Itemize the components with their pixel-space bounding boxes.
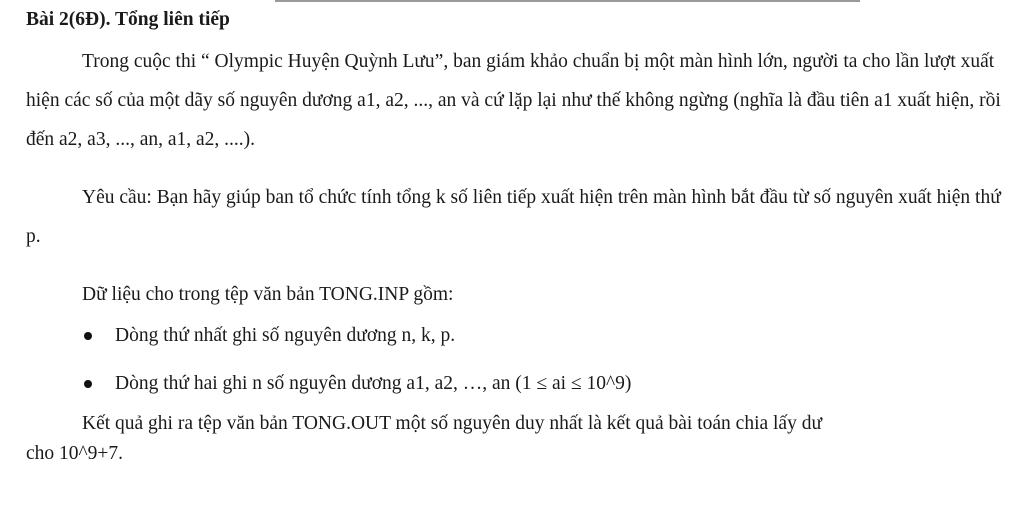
intro-paragraph: Trong cuộc thi “ Olympic Huyện Quỳnh Lưu”, ban giám khảo chuẩn bị một màn hình lớn, người ta cho lần lượt xuất hiện các số của một dãy số nguyên dương a1, a2, ..., an và cứ lặp lại như thế không ngừng (nghĩa là đầu tiên a1 xuất hiện, rồi đến a2, a3, ..., an, a1, a2, ....).: [26, 51, 1001, 150]
bullet-icon: [84, 332, 92, 340]
output-paragraph: [26, 409, 1006, 469]
list-item: [26, 371, 1006, 397]
top-rule: [275, 0, 860, 2]
output-text-line2: cho 10^9+7.: [26, 443, 124, 464]
problem-title: Bài 2(6Đ). Tổng liên tiếp: [26, 9, 230, 30]
input-heading: Dữ liệu cho trong tệp văn bản TONG.INP gồm:: [82, 284, 454, 305]
requirement-paragraph: Yêu cầu: Bạn hãy giúp ban tổ chức tính tổng k số liên tiếp xuất hiện trên màn hình bắt đầu từ số nguyên xuất hiện thứ p.: [26, 187, 1001, 247]
bullet-text: Dòng thứ hai ghi n số nguyên dương a1, a2, …, an (1 ≤ ai ≤ 10^9): [115, 373, 632, 394]
list-item: [26, 323, 1006, 349]
bullet-text: Dòng thứ nhất ghi số nguyên dương n, k, p.: [115, 325, 456, 346]
bullet-icon: [84, 380, 92, 388]
input-format-list: [26, 323, 1006, 397]
document-page: [26, 6, 1006, 469]
output-text-line1: Kết quả ghi ra tệp văn bản TONG.OUT một số nguyên duy nhất là kết quả bài toán chia lấy dư: [82, 413, 823, 434]
